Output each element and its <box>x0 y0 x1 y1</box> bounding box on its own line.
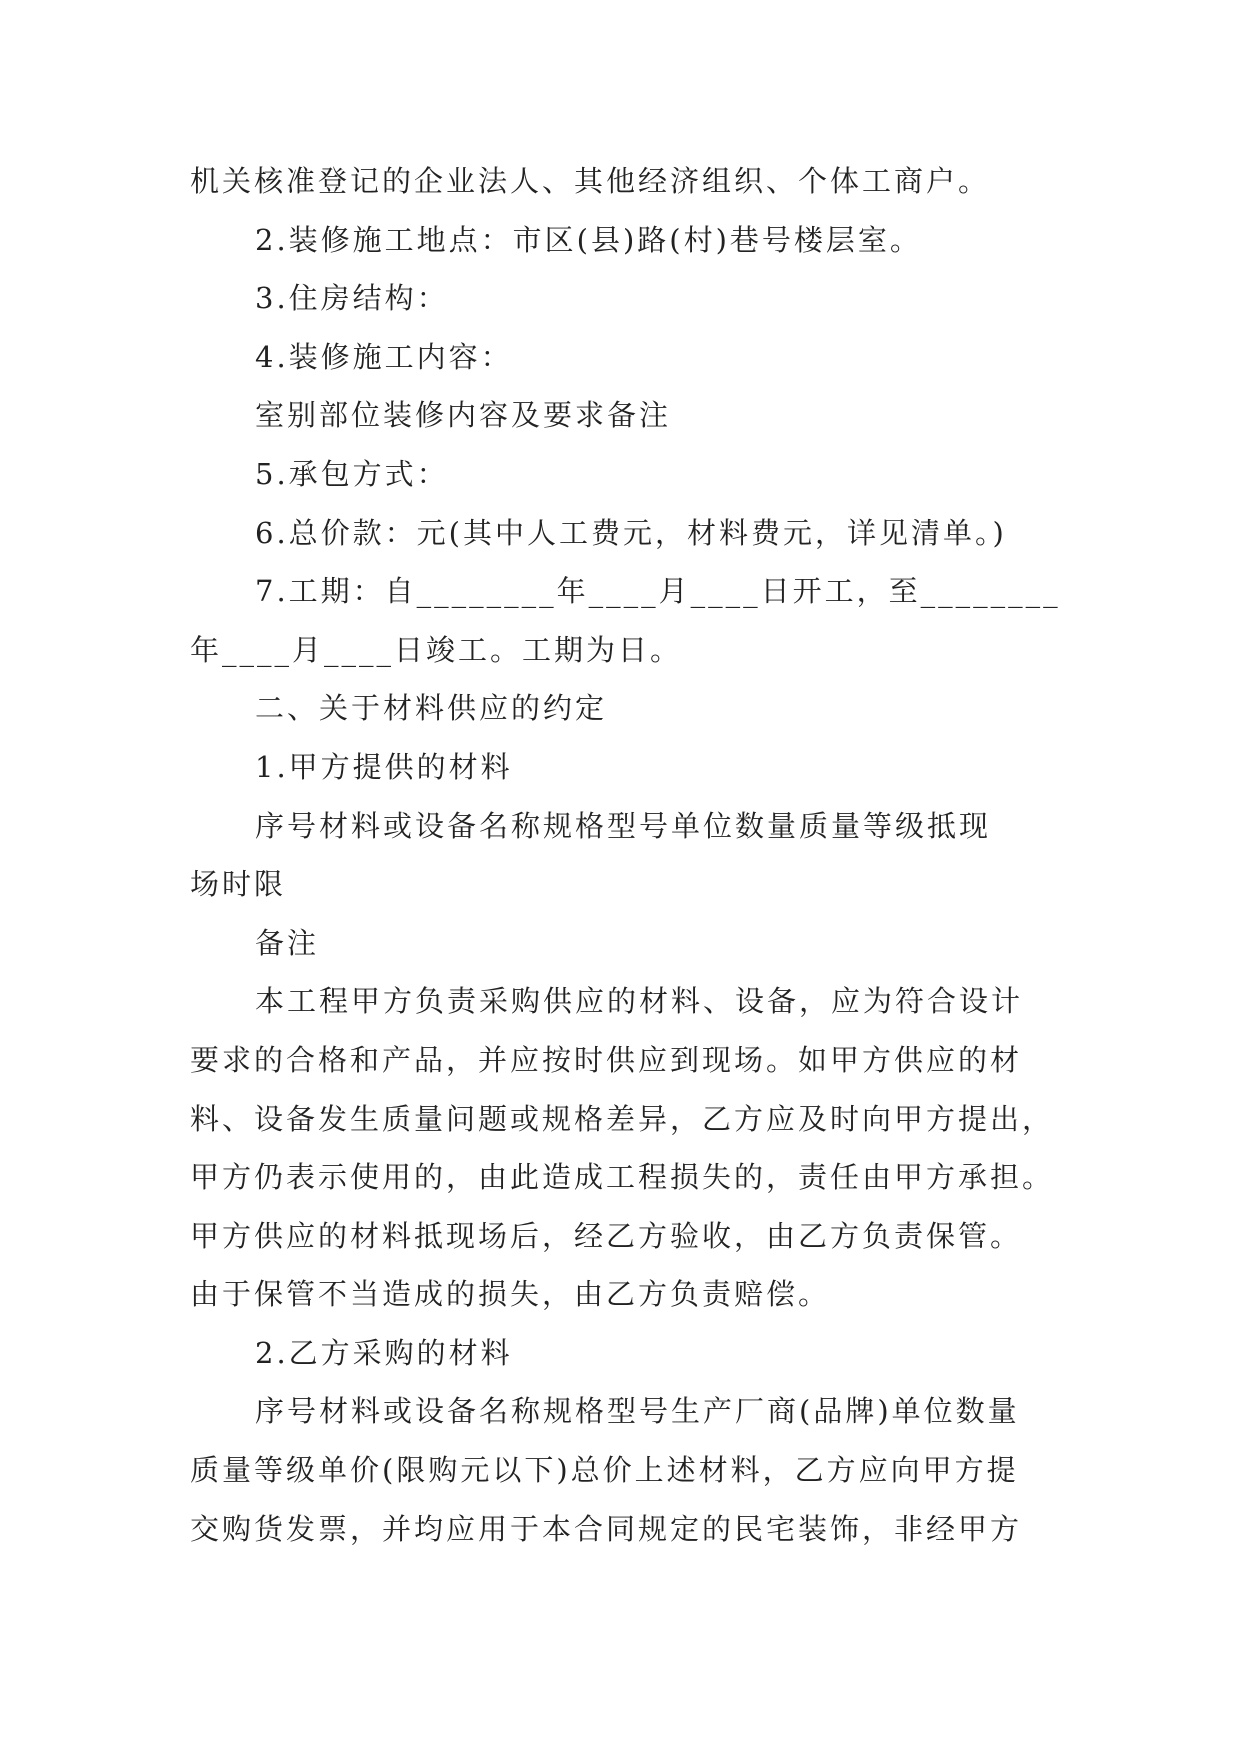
text-line: 质量等级单价(限购元以下)总价上述材料，乙方应向甲方提 <box>190 1453 1019 1488</box>
text-line: 6.总价款：元(其中人工费元，材料费元，详见清单。) <box>255 515 1007 550</box>
text-line: 备注 <box>255 925 320 960</box>
text-line: 5.承包方式： <box>255 456 449 491</box>
text-line: 室别部位装修内容及要求备注 <box>255 398 672 433</box>
text-line: 本工程甲方负责采购供应的材料、设备，应为符合设计 <box>255 984 1024 1019</box>
text-line: 机关核准登记的企业法人、其他经济组织、个体工商户。 <box>190 164 991 198</box>
text-line: 场时限 <box>190 867 287 902</box>
text-line: 甲方供应的材料抵现场后，经乙方验收，由乙方负责保管。 <box>190 1218 1023 1253</box>
text-line: 2.乙方采购的材料 <box>255 1335 513 1370</box>
text-line: 要求的合格和产品，并应按时供应到现场。如甲方供应的材 <box>190 1042 1023 1077</box>
text-line: 序号材料或设备名称规格型号生产厂商(品牌)单位数量 <box>255 1394 1020 1429</box>
text-line: 由于保管不当造成的损失，由乙方负责赔偿。 <box>190 1277 831 1312</box>
text-line: 4.装修施工内容： <box>255 339 513 374</box>
text-line: 3.住房结构： <box>255 281 449 316</box>
text-line: 甲方仍表示使用的，由此造成工程损失的，责任由甲方承担。 <box>190 1160 1055 1195</box>
text-line: 序号材料或设备名称规格型号单位数量质量等级抵现 <box>255 808 992 843</box>
text-line: 交购货发票，并均应用于本合同规定的民宅装饰，非经甲方 <box>190 1511 1023 1546</box>
section-heading: 二、关于材料供应的约定 <box>255 691 608 726</box>
text-line: 7.工期：自________年____月____日开工，至________ <box>255 574 1061 609</box>
text-line: 1.甲方提供的材料 <box>255 749 513 784</box>
document-page <box>190 152 1070 1558</box>
text-line: 年____月____日竣工。工期为日。 <box>190 632 683 667</box>
text-line: 料、设备发生质量问题或规格差异，乙方应及时向甲方提出， <box>190 1101 1055 1136</box>
text-line: 2.装修施工地点：市区(县)路(村)巷号楼层室。 <box>255 222 922 257</box>
